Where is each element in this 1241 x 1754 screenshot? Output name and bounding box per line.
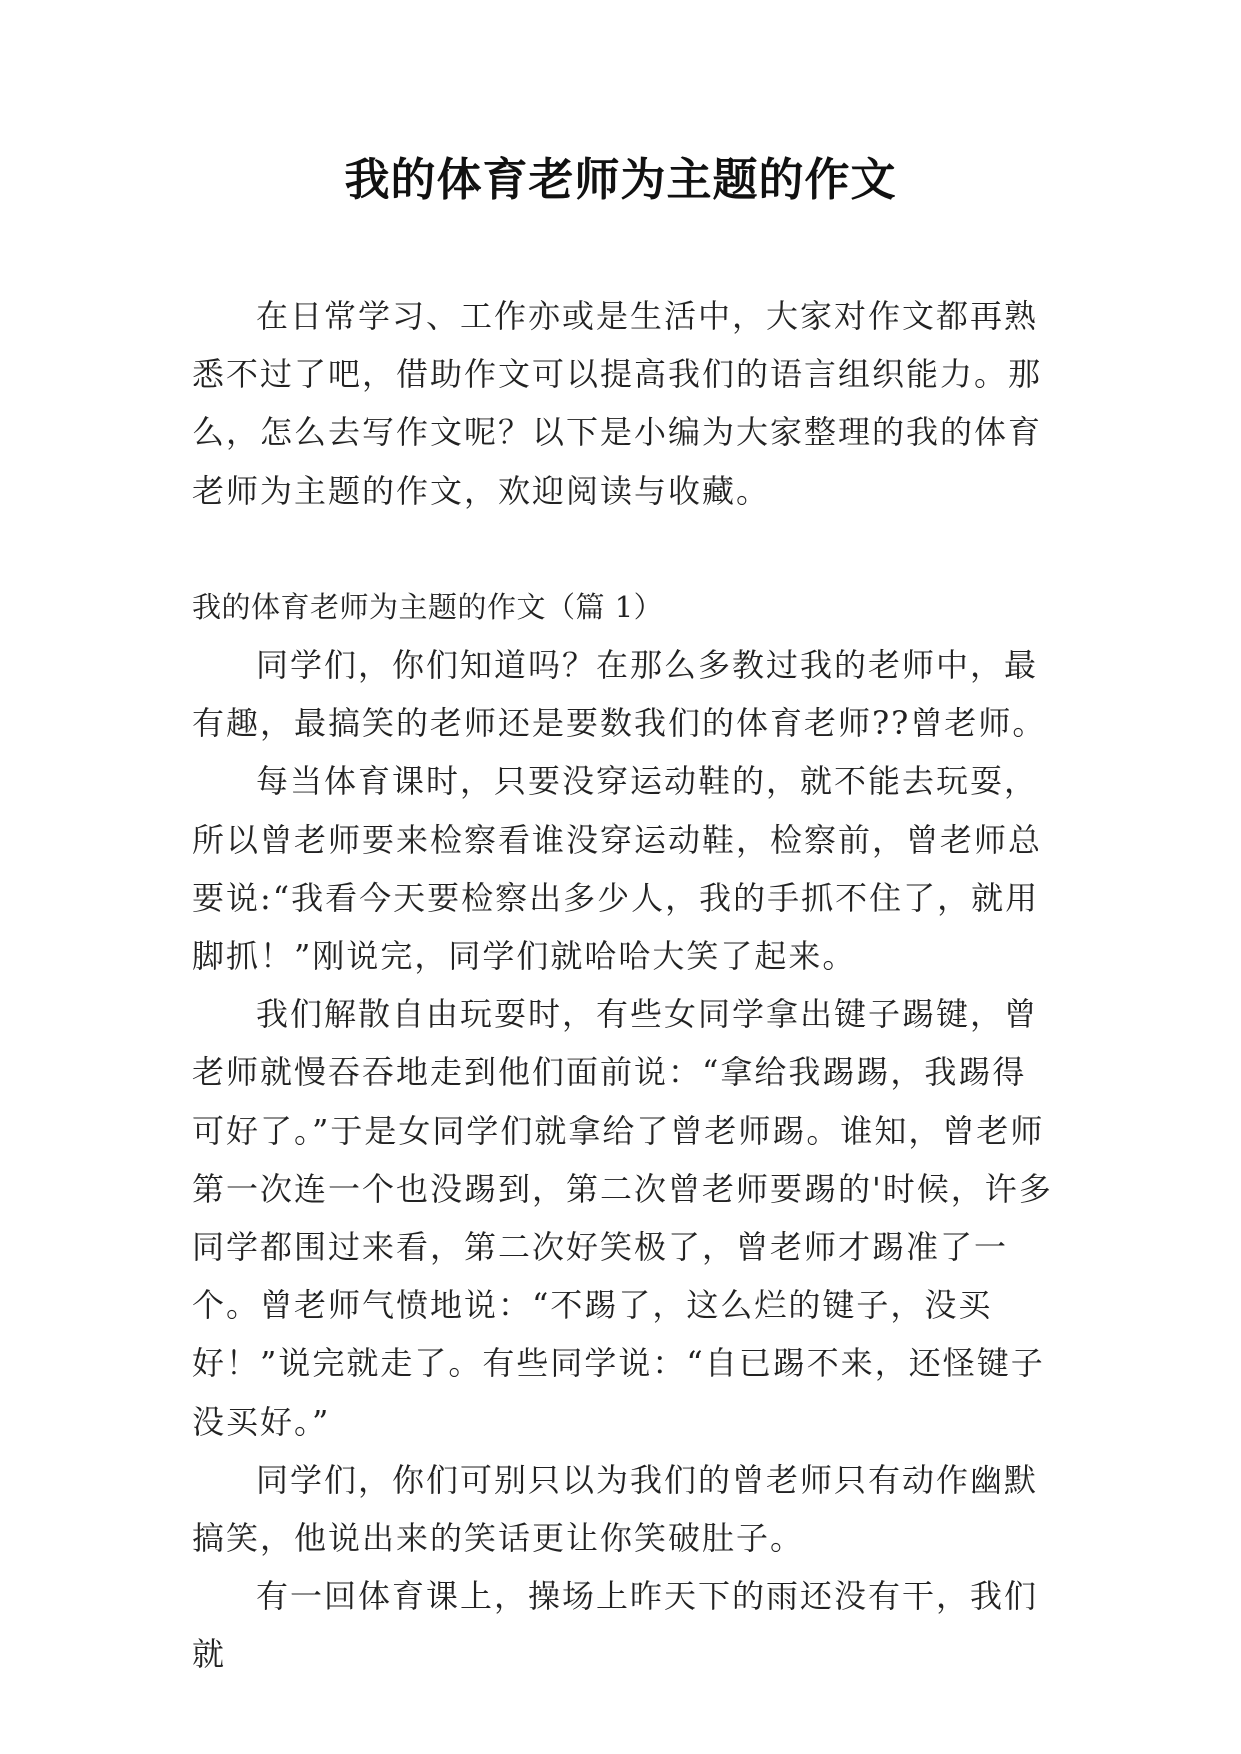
document-body xyxy=(192,287,1056,1684)
body-paragraph: 我们解散自由玩耍时，有些女同学拿出键子踢键，曾老师就慢吞吞地走到他们面前说：“拿给我踢踢，我踢得可好了。”于是女同学们就拿给了曾老师踢。谁知，曾老师第一次连一个也没踢到，第二次曾老师要踢的'时候，许多同学都围过来看，第二次好笑极了，曾老师才踢准了一个。曾老师气愤地说：“不踢了，这么烂的键子，没买好！”说完就走了。有些同学说：“自已踢不来，还怪键子没买好。” xyxy=(192,995,1053,1441)
section-heading: 我的体育老师为主题的作文（篇 1） xyxy=(192,589,664,624)
body-paragraph: 有一回体育课上，操场上昨天下的雨还没有干，我们就 xyxy=(192,1577,1039,1674)
intro-paragraph: 在日常学习、工作亦或是生活中，大家对作文都再熟悉不过了吧，借助作文可以提高我们的语言组织能力。那么，怎么去写作文呢？以下是小编为大家整理的我的体育老师为主题的作文，欢迎阅读与收藏。 xyxy=(192,297,1043,510)
body-paragraph: 同学们，你们知道吗？在那么多教过我的老师中，最有趣，最搞笑的老师还是要数我们的体育老师??曾老师。 xyxy=(192,646,1047,743)
body-paragraph: 同学们，你们可别只以为我们的曾老师只有动作幽默搞笑，他说出来的笑话更让你笑破肚子。 xyxy=(192,1460,1039,1558)
document-title: 我的体育老师为主题的作文 xyxy=(344,153,897,206)
body-paragraph: 每当体育课时，只要没穿运动鞋的，就不能去玩耍，所以曾老师要来检察看谁没穿运动鞋，检察前，曾老师总要说:“我看今天要检察出多少人，我的手抓不住了，就用脚抓！”刚说完，同学们就哈哈大笑了起来。 xyxy=(192,762,1043,976)
